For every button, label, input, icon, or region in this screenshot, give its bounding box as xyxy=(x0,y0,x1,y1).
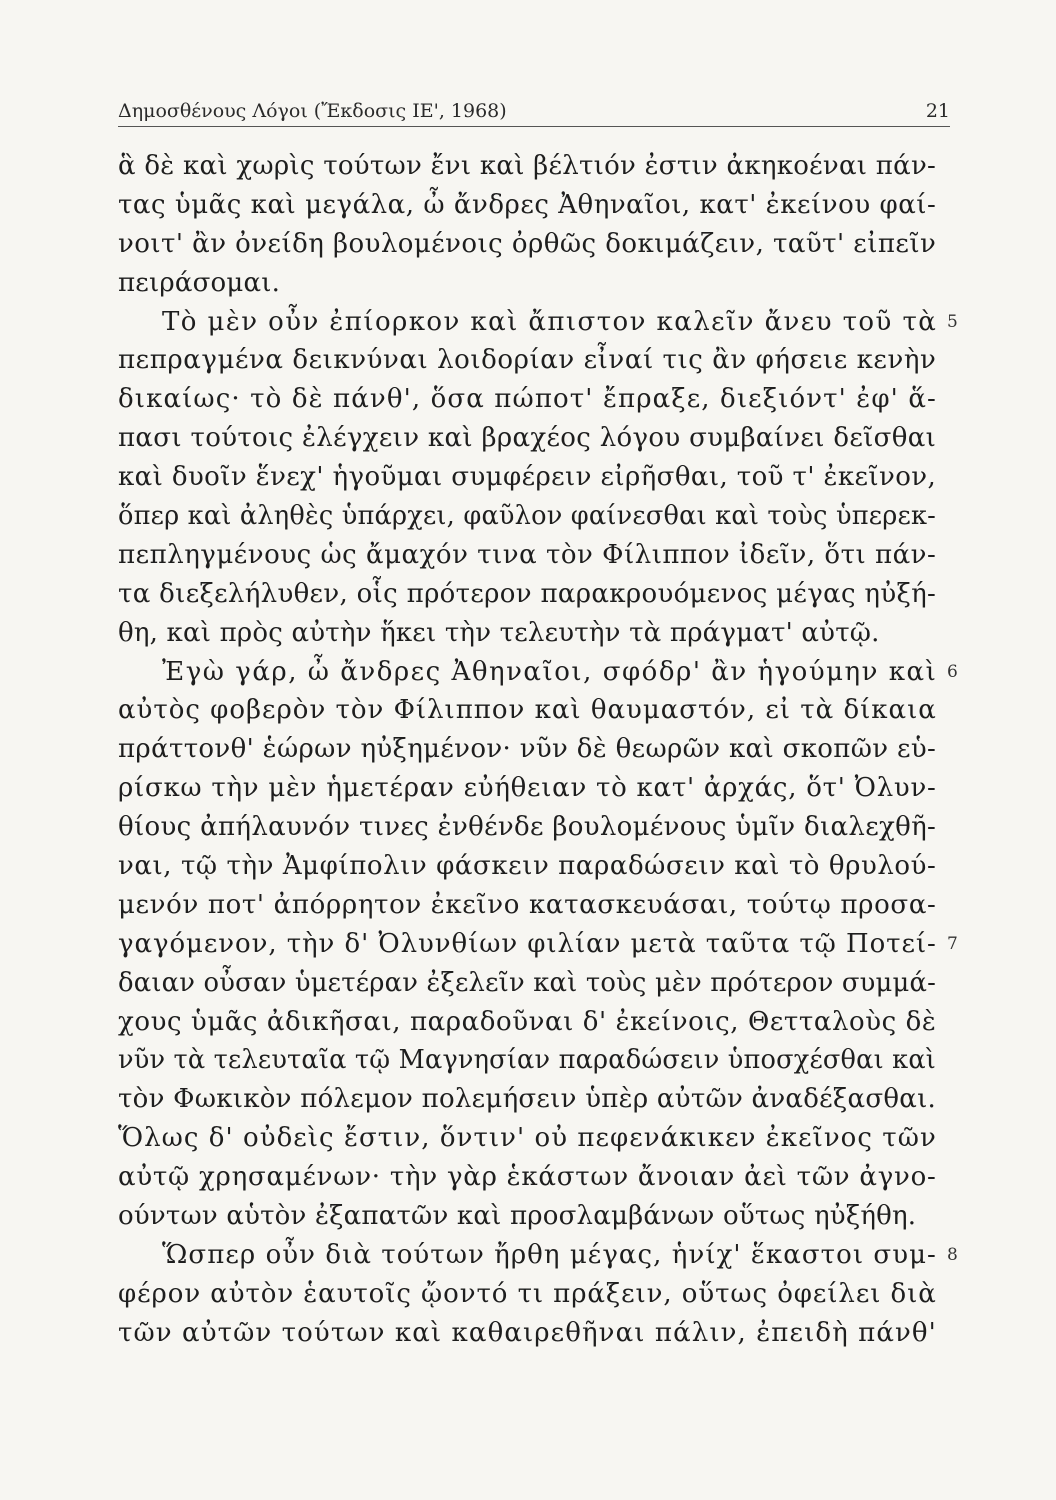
section-number: 6 xyxy=(946,661,958,682)
text-line xyxy=(118,730,958,769)
text-line xyxy=(118,147,958,186)
text-line xyxy=(118,847,958,886)
line-text: Τὸ μὲν οὖν ἐπίορκον καὶ ἄπιστον καλεῖν ἄνευ τοῦ τὰ xyxy=(162,306,938,337)
text-line xyxy=(118,769,958,808)
line-text: πεπληγμένους ὡς ἄμαχόν τινα τὸν Φίλιππον ἰδεῖν, ὅτι πάν- xyxy=(118,539,937,570)
running-header xyxy=(118,92,950,128)
body-text xyxy=(118,147,958,1353)
text-line xyxy=(118,303,958,342)
line-text: πασι τούτοις ἐλέγχειν καὶ βραχέος λόγου συμβαίνει δεῖσθαι xyxy=(118,423,937,454)
line-text: τα διεξελήλυθεν, οἷς πρότερον παρακρουόμενος μέγας ηὐξή- xyxy=(118,578,937,609)
line-text: Ὥσπερ οὖν διὰ τούτων ἤρθη μέγας, ἡνίχ' ἕκαστοι συμ- xyxy=(162,1239,937,1270)
line-text: τας ὑμᾶς καὶ μεγάλα, ὦ ἄνδρες Ἀθηναῖοι, κατ' ἐκείνου φαί- xyxy=(118,189,937,220)
text-line xyxy=(118,964,958,1003)
text-line xyxy=(118,808,958,847)
text-line xyxy=(118,886,958,925)
line-text: θη, καὶ πρὸς αὐτὴν ἥκει τὴν τελευτὴν τὰ πράγματ' αὐτῷ. xyxy=(118,617,880,648)
text-line xyxy=(118,1119,958,1158)
line-text: μενόν ποτ' ἀπόρρητον ἐκεῖνο κατασκευάσαι, τούτῳ προσα- xyxy=(118,889,937,920)
section-number: 5 xyxy=(946,311,958,332)
line-text: πράττονθ' ἑώρων ηὐξημένον· νῦν δὲ θεωρῶν καὶ σκοπῶν εὑ- xyxy=(118,734,937,765)
line-text: φέρον αὐτὸν ἑαυτοῖς ᾤοντό τι πράξειν, οὕτως ὀφείλει διὰ xyxy=(118,1278,937,1309)
section-number: 7 xyxy=(946,933,958,954)
line-text: θίους ἀπήλαυνόν τινες ἐνθένδε βουλομένους ὑμῖν διαλεχθῆ- xyxy=(118,812,937,843)
text-line xyxy=(118,341,958,380)
line-text: αὐτῷ χρησαμένων· τὴν γὰρ ἑκάστων ἄνοιαν ἀεὶ τῶν ἀγνο- xyxy=(118,1162,937,1193)
text-line xyxy=(118,225,958,264)
line-text: πειράσομαι. xyxy=(118,267,281,298)
text-line xyxy=(118,925,958,964)
line-text: χους ὑμᾶς ἀδικῆσαι, παραδοῦναι δ' ἐκείνοις, Θετταλοὺς δὲ xyxy=(118,1006,937,1037)
text-line xyxy=(118,186,958,225)
text-line xyxy=(118,1275,958,1314)
text-line xyxy=(118,1314,958,1353)
text-line xyxy=(118,380,958,419)
running-title: Δημοσθένους Λόγοι (Ἔκδοσις ΙΕ', 1968) xyxy=(118,100,507,122)
text-line xyxy=(118,575,958,614)
text-line xyxy=(118,1080,958,1119)
line-text: ρίσκω τὴν μὲν ἡμετέραν εὐήθειαν τὸ κατ' ἀρχάς, ὅτ' Ὀλυν- xyxy=(118,773,937,804)
text-line xyxy=(118,1041,958,1080)
text-line xyxy=(118,1197,958,1236)
text-line xyxy=(118,1003,958,1042)
text-line xyxy=(118,653,958,692)
line-text: καὶ δυοῖν ἕνεχ' ἡγοῦμαι συμφέρειν εἰρῆσθαι, τοῦ τ' ἐκεῖνον, xyxy=(118,462,937,493)
text-line xyxy=(118,1158,958,1197)
line-text: ούντων αὑτὸν ἐξαπατῶν καὶ προσλαμβάνων οὕτως ηὐξήθη. xyxy=(118,1201,917,1232)
line-text: πεπραγμένα δεικνύναι λοιδορίαν εἶναί τις ἂν φήσειε κενὴν xyxy=(118,345,937,376)
line-text: Ἐγὼ γάρ, ὦ ἄνδρες Ἀθηναῖοι, σφόδρ' ἂν ἡγούμην καὶ xyxy=(162,656,938,687)
line-text: αὐτὸς φοβερὸν τὸν Φίλιππον καὶ θαυμαστόν, εἰ τὰ δίκαια xyxy=(118,695,937,726)
line-text: δαιαν οὖσαν ὑμετέραν ἐξελεῖν καὶ τοὺς μὲν πρότερον συμμά- xyxy=(118,967,937,998)
line-text: τῶν αὐτῶν τούτων καὶ καθαιρεθῆναι πάλιν, ἐπειδὴ πάνθ' xyxy=(118,1317,937,1348)
line-text: νῦν τὰ τελευταῖα τῷ Μαγνησίαν παραδώσειν ὑποσχέσθαι καὶ xyxy=(118,1045,937,1076)
line-text: τὸν Φωκικὸν πόλεμον πολεμήσειν ὑπὲρ αὐτῶν ἀναδέξασθαι. xyxy=(118,1084,937,1115)
text-line xyxy=(118,458,958,497)
line-text: νοιτ' ἂν ὀνείδη βουλομένοις ὀρθῶς δοκιμάζειν, ταῦτ' εἰπεῖν xyxy=(118,228,937,259)
line-text: γαγόμενον, τὴν δ' Ὀλυνθίων φιλίαν μετὰ ταῦτα τῷ Ποτεί- xyxy=(118,928,937,959)
text-line xyxy=(118,614,958,653)
line-text: ναι, τῷ τὴν Ἀμφίπολιν φάσκειν παραδώσειν καὶ τὸ θρυλού- xyxy=(118,851,937,882)
section-number: 8 xyxy=(946,1244,958,1265)
text-line xyxy=(118,1236,958,1275)
line-text: ὅπερ καὶ ἀληθὲς ὑπάρχει, φαῦλον φαίνεσθαι καὶ τοὺς ὑπερεκ- xyxy=(118,501,936,532)
text-line xyxy=(118,691,958,730)
text-line xyxy=(118,536,958,575)
text-line xyxy=(118,419,958,458)
text-line xyxy=(118,264,958,303)
text-line xyxy=(118,497,958,536)
page-number: 21 xyxy=(925,100,950,122)
line-text: ἃ δὲ καὶ χωρὶς τούτων ἔνι καὶ βέλτιόν ἐστιν ἀκηκοέναι πάν- xyxy=(118,151,937,181)
line-text: δικαίως· τὸ δὲ πάνθ', ὅσα πώποτ' ἔπραξε, διεξιόντ' ἐφ' ἅ- xyxy=(118,384,937,415)
header-rule xyxy=(118,126,950,127)
line-text: Ὅλως δ' οὐδεὶς ἔστιν, ὅντιν' οὐ πεφενάκικεν ἐκεῖνος τῶν xyxy=(118,1123,937,1154)
